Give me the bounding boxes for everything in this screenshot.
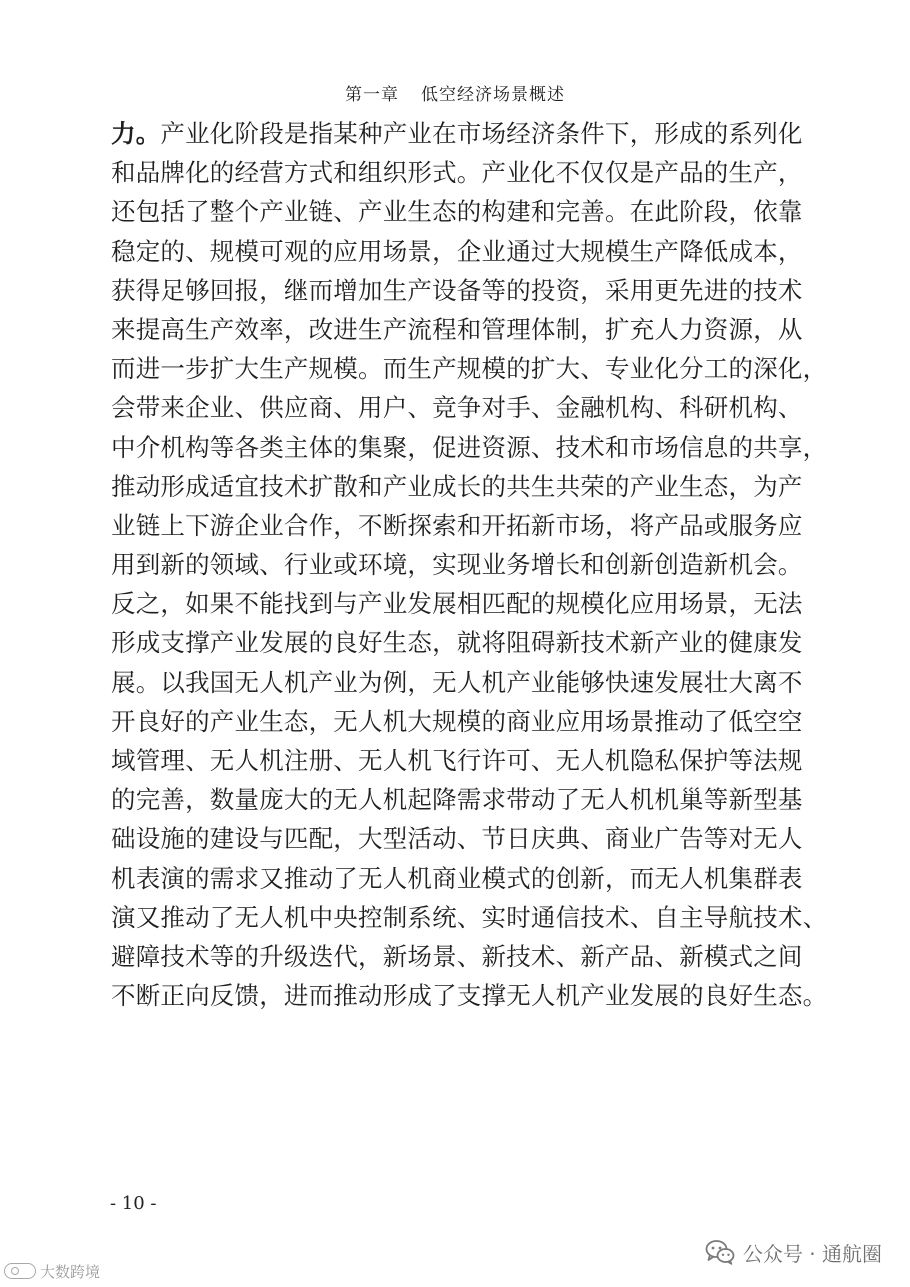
text-line: 础设施的建设与匹配，大型活动、节日庆典、商业广告等对无人 [111,824,803,854]
wechat-icon [705,1239,735,1265]
text-line: 获得足够回报，继而增加生产设备等的投资，采用更先进的技术 [111,275,803,305]
text-line: 而进一步扩大生产规模。而生产规模的扩大、专业化分工的深化， [111,354,828,384]
page-number: - 10 - [110,1193,157,1214]
source-label: 大数跨境 [40,1262,101,1281]
text-line: 的完善，数量庞大的无人机起降需求带动了无人机机巢等新型基 [111,785,803,815]
text-line: 稳定的、规模可观的应用场景，企业通过大规模生产降低成本， [111,236,803,266]
text-line: 力。产业化阶段是指某种产业在市场经济条件下，形成的系列化 [111,119,803,148]
text-line: 会带来企业、供应商、用户、竞争对手、金融机构、科研机构、 [111,393,803,423]
text-line: 中介机构等各类主体的集聚，促进资源、技术和市场信息的共享， [111,432,828,462]
body-text [111,114,828,1015]
text-line: 还包括了整个产业链、产业生态的构建和完善。在此阶段，依靠 [111,197,803,227]
text-line: 推动形成适宜技术扩散和产业成长的共生共荣的产业生态，为产 [111,471,803,501]
text-line: 形成支撑产业发展的良好生态，就将阻碍新技术新产业的健康发 [111,628,803,658]
watermark-label: 公众号 · 通航圈 [742,1241,882,1266]
footer-source [4,1259,100,1283]
text-line: 不断正向反馈，进而推动形成了支撑无人机产业发展的良好生态。 [111,981,828,1011]
text-line: 域管理、无人机注册、无人机飞行许可、无人机隐私保护等法规 [111,746,803,775]
text-line: 机表演的需求又推动了无人机商业模式的创新，而无人机集群表 [111,863,803,893]
text-line: 避障技术等的升级迭代，新场景、新技术、新产品、新模式之间 [111,941,803,971]
text-line: 和品牌化的经营方式和组织形式。产业化不仅仅是产品的生产， [111,158,803,188]
text-line: 演又推动了无人机中央控制系统、实时通信技术、自主导航技术、 [111,902,828,932]
watermark [705,1237,882,1267]
text-line: 来提高生产效率，改进生产流程和管理体制，扩充人力资源，从 [111,314,803,344]
text-line: 展。以我国无人机产业为例，无人机产业能够快速发展壮大离不 [111,667,803,697]
text-line: 业链上下游企业合作，不断探索和开拓新市场，将产品或服务应 [111,510,803,540]
text-line: 反之，如果不能找到与产业发展相匹配的规模化应用场景，无法 [111,589,803,619]
lead-fragment: 力。 [111,119,161,148]
source-logo-icon [4,1263,36,1279]
chapter-number: 第一章 [345,85,399,105]
text-line: 用到新的领域、行业或环境，实现业务增长和创新创造新机会。 [111,550,803,580]
page-header [0,80,910,105]
chapter-title: 低空经济场景概述 [421,85,565,105]
text-line: 开良好的产业生态，无人机大规模的商业应用场景推动了低空空 [111,706,803,736]
